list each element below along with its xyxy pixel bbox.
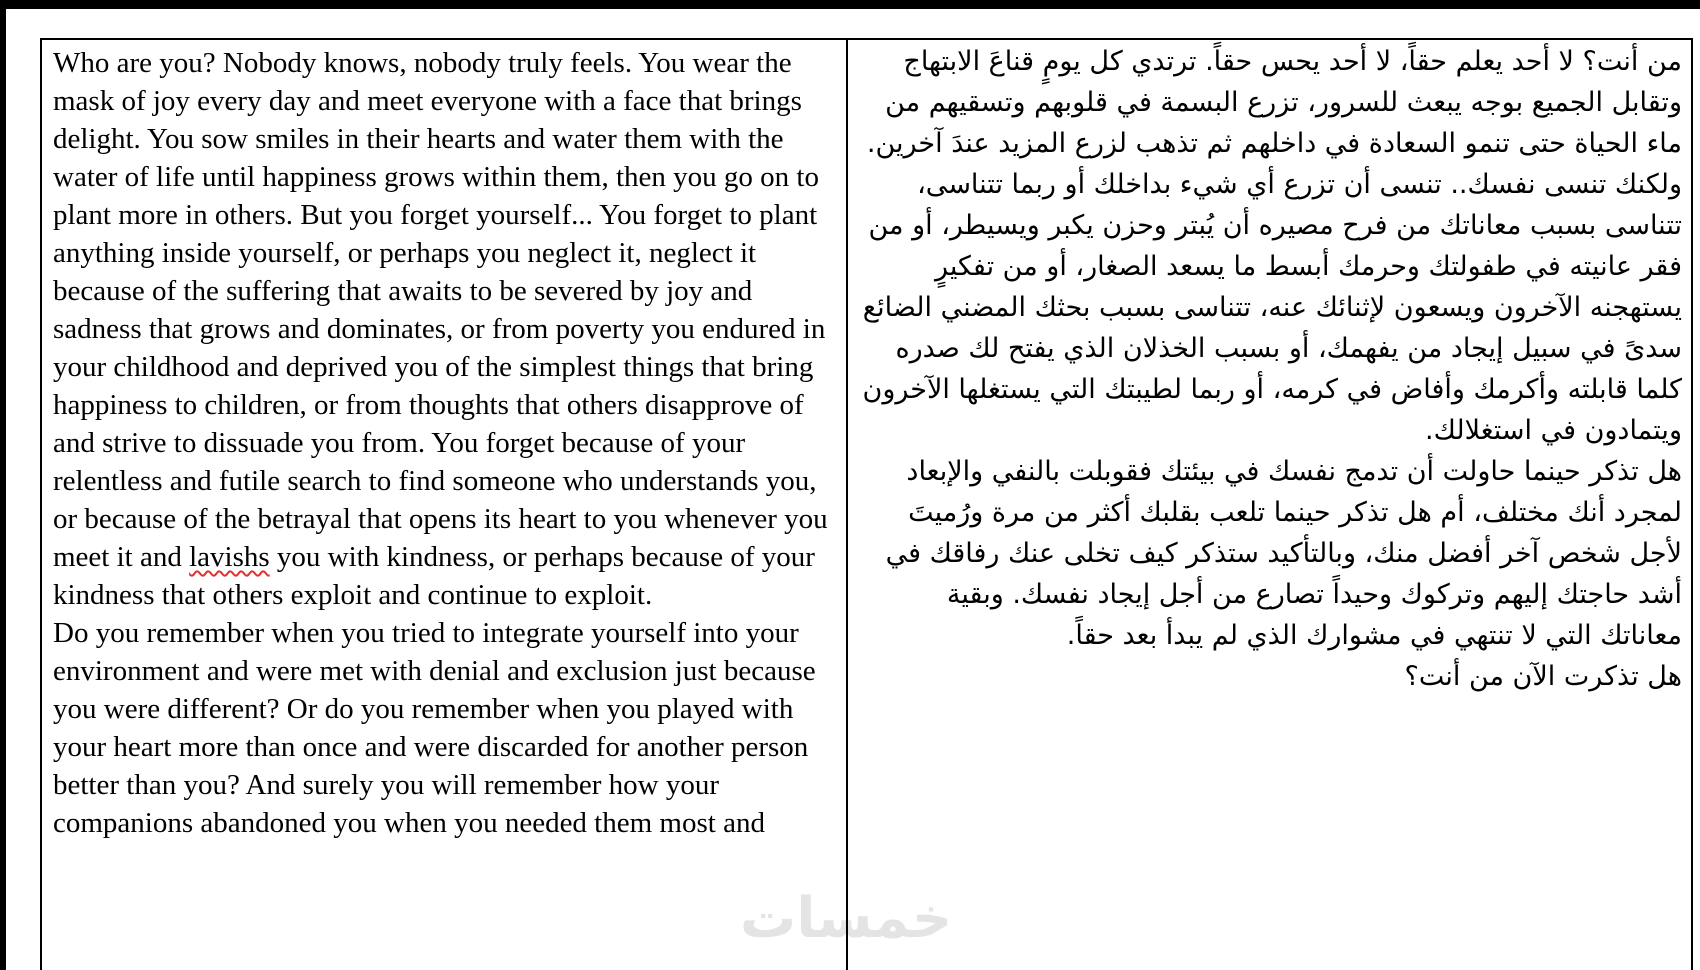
translation-table (40, 38, 1693, 970)
arabic-paragraph-3: هل تذكرت الآن من أنت؟ (1404, 661, 1682, 692)
english-paragraph-1-text-before: Who are you? Nobody knows, nobody truly feels. You wear the mask of joy every day and meet everyone with a face that brings delight. You sow smiles in their hearts and water them with the water of life until happiness grows within them, then you go on to plant more in others. But you forget yourself... You forget to plant anything inside yourself, or perhaps you neglect it, neglect it because of the suffering that awaits to be severed by joy and sadness that grows and dominates, or from poverty you endured in your childhood and deprived you of the simplest things that bring happiness to children, or from thoughts that others disapprove of and strive to dissuade you from. You forget because of your relentless and futile search to find someone who understands you, or because of the betrayal that opens its heart to you whenever you meet it and (53, 47, 828, 573)
window-frame-left-edge (0, 0, 6, 970)
english-paragraph-2 (53, 614, 830, 842)
arabic-source-cell[interactable] (848, 40, 1691, 970)
english-paragraph-1 (53, 44, 830, 614)
english-translation-cell[interactable] (42, 40, 848, 970)
window-frame-top-edge (0, 0, 1700, 9)
arabic-paragraph-2: هل تذكر حينما حاولت أن تدمج نفسك في بيئتك فقوبلت بالنفي والإبعاد لمجرد أنك مختلف، أم هل تذكر حينما تلعب بقلبك أكثر من مرة ورُميتَ لأجل شخص آخر أفضل منك، وبالتأكيد ستذكر كيف تخلى عنك رفاقك في أشد حاجتك إليهم وتركوك وحيداً تصارع من أجل إيجاد نفسك. وبقية معاناتك التي لا تنتهي في مشوارك الذي لم يبدأ بعد حقاً. (885, 456, 1682, 651)
english-paragraph-2-text: Do you remember when you tried to integrate yourself into your environment and were met with denial and exclusion just because you were different? Or do you remember when you played with your heart more than once and were discarded for another person better than you? And surely you will remember how your (53, 617, 816, 801)
english-paragraph-2-clipped-line: companions abandoned you when you needed them most and (53, 807, 765, 839)
khamsat-watermark: خمسات (740, 886, 953, 951)
misspelled-word-spellcheck: lavishs (189, 541, 270, 573)
arabic-paragraph-1: من أنت؟ لا أحد يعلم حقاً، لا أحد يحس حقاً. ترتدي كل يومٍ قناعَ الابتهاج وتقابل الجميع بوجه يبعث للسرور، تزرع البسمة في قلوبهم وتسقيهم من ماء الحياة حتى تنمو السعادة في داخلهم ثم تذهب لزرع المزيد عندَ آخرين. ولكنك تنسى نفسك.. تنسى أن تزرع أي شيء بداخلك أو ربما تتناسى، تتناسى بسبب معاناتك من فرح مصيره أن يُبتر وحزن يكبر ويسيطر، أو من فقر عانيته في طفولتك وحرمك أبسط ما يسعد الصغار، أو من تفكيرٍ يستهجنه الآخرون ويسعون لإثنائك عنه، تتناسى بسبب بحثك المضني الضائع سدىً في سبيل إيجاد من يفهمك، أو بسبب الخذلان الذي يفتح لك صدره كلما قابلته وأكرمك وأفاض في كرمه، أو ربما لطيبتك التي يستغلها الآخرون ويتمادون في استغلالك. (862, 46, 1682, 446)
english-paragraph-1-text-after: you with kindness, or perhaps because of your kindness that others exploit and continue to exploit. (53, 541, 815, 611)
